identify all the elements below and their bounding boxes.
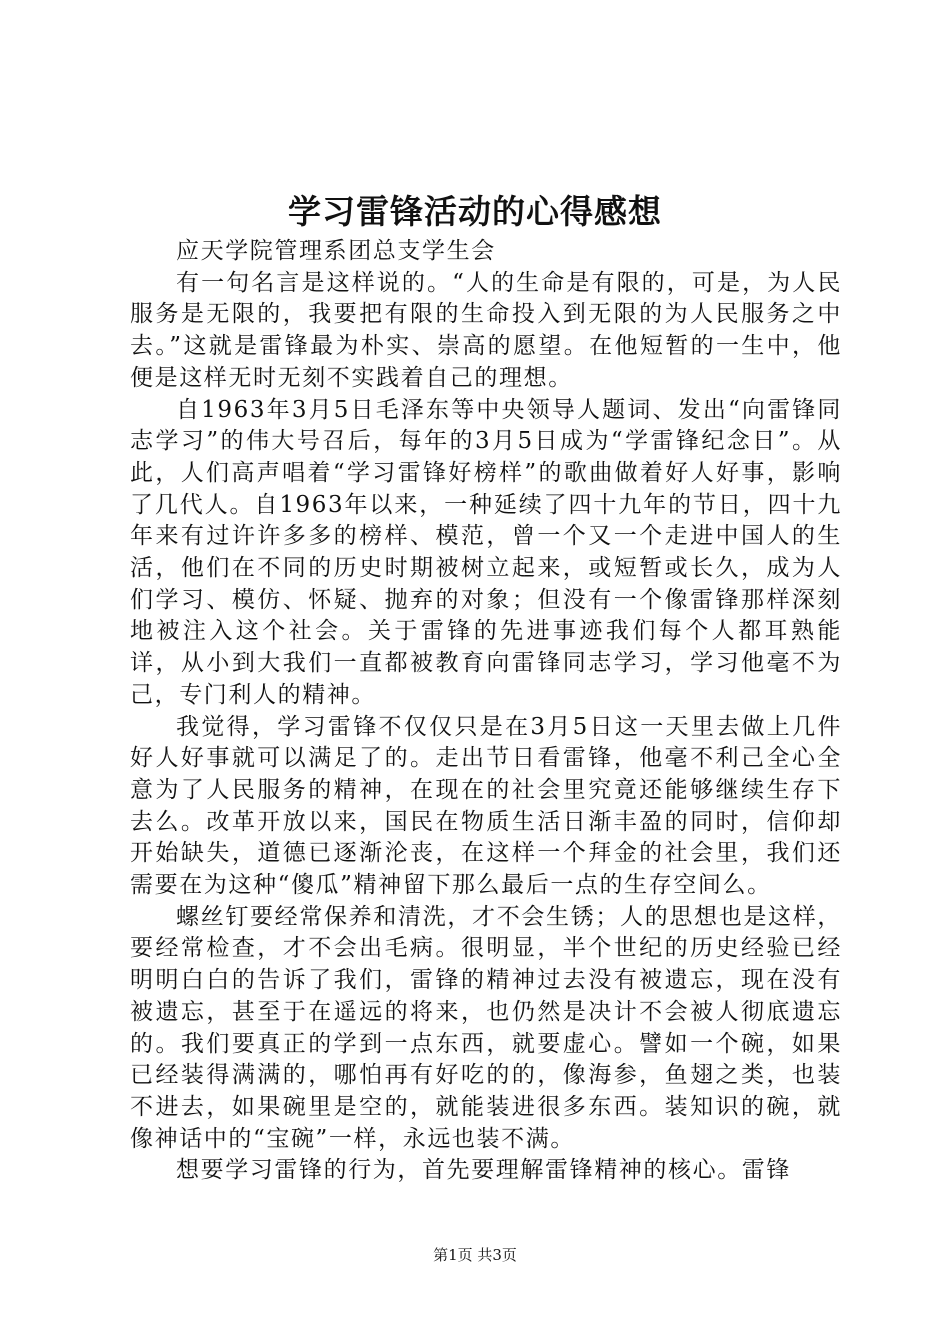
body-paragraph-3: 我觉得，学习雷锋不仅仅只是在3月5日这一天里去做上几件好人好事就可以满足了的。走出节日看雷锋，他毫不利己全心全意为了人民服务的精神，在现在的社会里究竟还能够继续生存下去么。改革开放以来，国民在物质生活日渐丰盈的同时，信仰却开始缺失，道德已逐渐沦丧，在这样一个拜金的社会里，我们还需要在为这种“傻瓜”精神留下那么最后一点的生存空间么。 [130,713,842,899]
page-number-footer: 第1页 共3页 [433,1246,517,1264]
body-paragraph-4: 螺丝钉要经常保养和清洗，才不会生锈；人的思想也是这样，要经常检查，才不会出毛病。很明显，半个世纪的历史经验已经明明白白的告诉了我们，雷锋的精神过去没有被遗忘，现在没有被遗忘，甚至于在遥远的将来，也仍然是决计不会被人彻底遗忘的。我们要真正的学到一点东西，就要虚心。譬如一个碗，如果已经装得满满的，哪怕再有好吃的的，像海参，鱼翅之类，也装不进去，如果碗里是空的，就能装进很多东西。装知识的碗，就像神话中的“宝碗”一样，永远也装不满。 [130,903,842,1152]
document-body [130,236,842,1187]
body-paragraph-5: 想要学习雷锋的行为，首先要理解雷锋精神的核心。雷锋 [176,1157,791,1184]
body-paragraph-1: 有一句名言是这样说的。“人的生命是有限的，可是，为人民服务是无限的，我要把有限的生命投入到无限的为人民服务之中去。”这就是雷锋最为朴实、崇高的愿望。在他短暂的一生中，他便是这样无时无刻不实践着自己的理想。 [130,269,842,391]
body-paragraph-2: 自1963年3月5日毛泽东等中央领导人题词、发出“向雷锋同志学习”的伟大号召后，每年的3月5日成为“学雷锋纪念日”。从此，人们高声唱着“学习雷锋好榜样”的歌曲做着好人好事，影响了几代人。自1963年以来，一种延续了四十九年的节日，四十九年来有过许许多多的榜样、模范，曾一个又一个走进中国人的生活，他们在不同的历史时期被树立起来，或短暂或长久，成为人们学习、模仿、怀疑、抛弃的对象；但没有一个像雷锋那样深刻地被注入这个社会。关于雷锋的先进事迹我们每个人都耳熟能详，从小到大我们一直都被教育向雷锋同志学习，学习他毫不为己，专门利人的精神。 [130,396,842,708]
document-title: 学习雷锋活动的心得感想 [288,192,662,231]
author-line: 应天学院管理系团总支学生会 [176,238,496,264]
